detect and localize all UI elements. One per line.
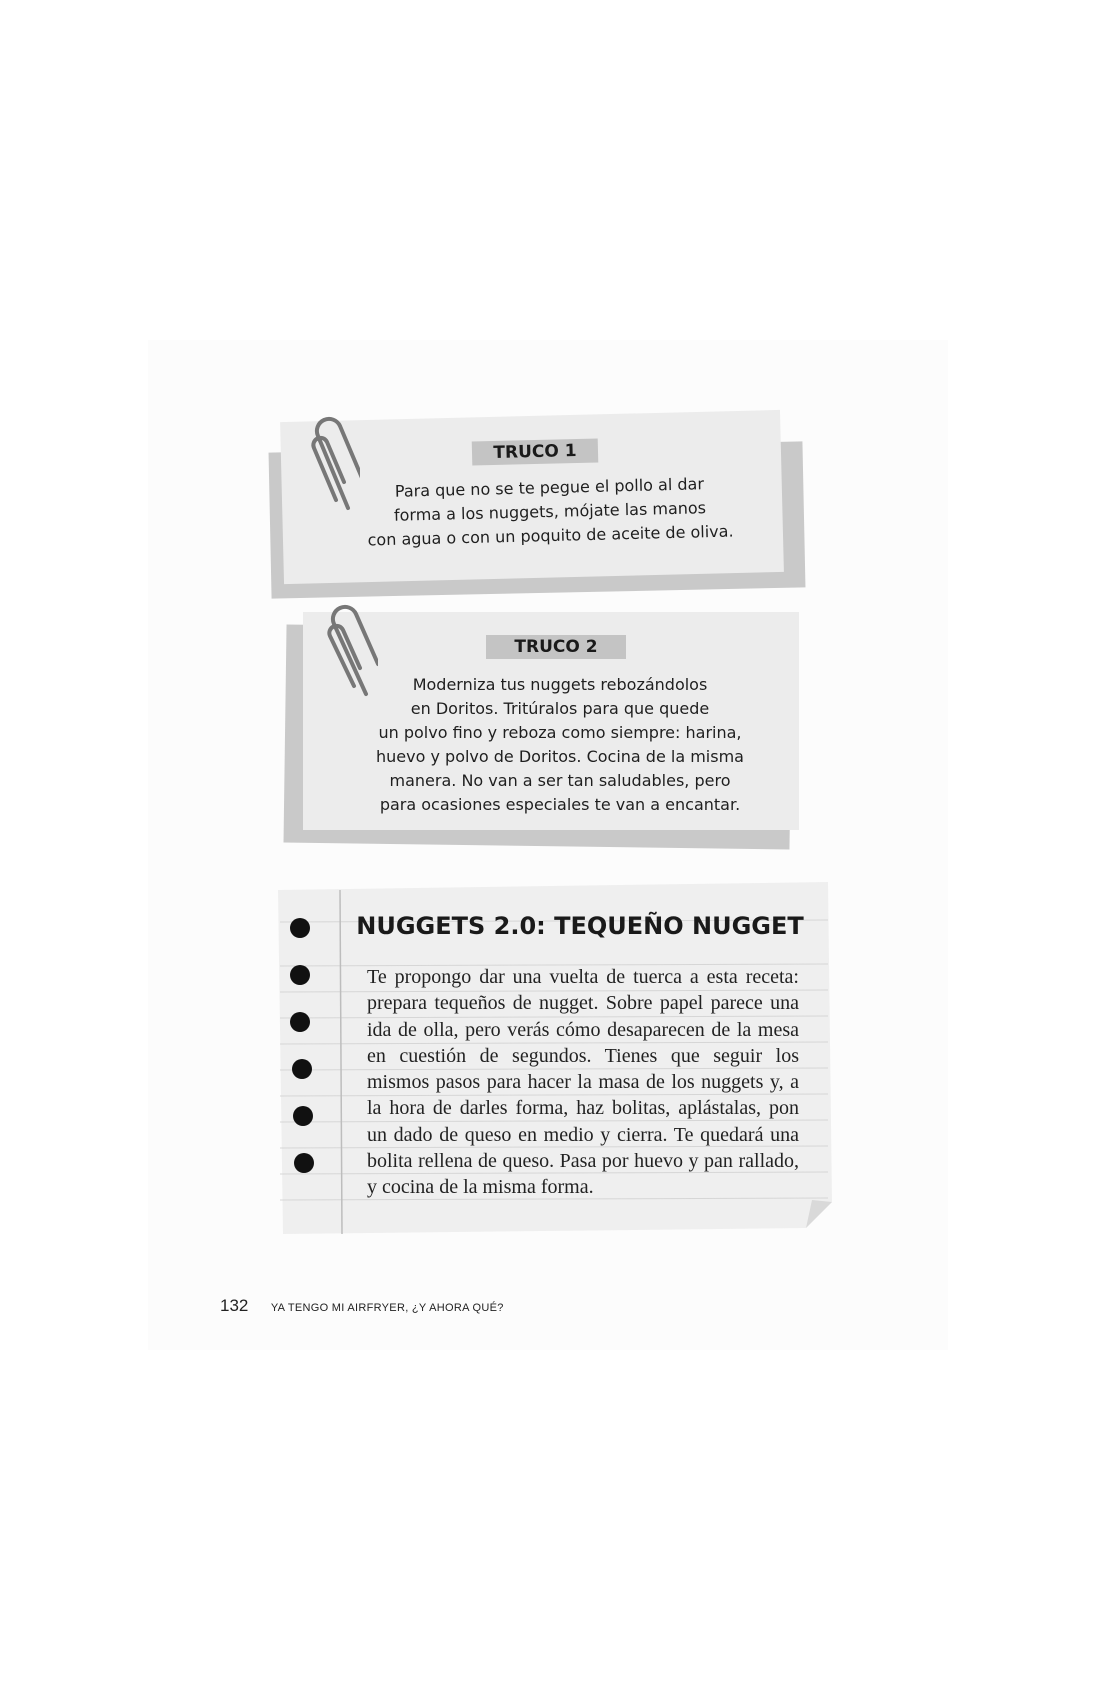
binder-hole [290, 918, 310, 938]
truco-2-text: Moderniza tus nuggets rebozándolos en Doritos. Tritúralos para que quede un polvo fino y reboza como siempre: harina, huevo y polvo de Doritos. Cocina de la misma manera. No van a ser tan saludables, pero para ocasiones especiales te van a encantar. [376, 675, 744, 814]
page-number: 132 [220, 1296, 249, 1315]
paperclip-icon [300, 408, 360, 518]
truco-2-label: TRUCO 2 [486, 635, 626, 659]
binder-hole [290, 1012, 310, 1032]
binder-hole [293, 1106, 313, 1126]
binder-hole [294, 1153, 314, 1173]
paperclip-icon [318, 598, 378, 708]
recipe-title: NUGGETS 2.0: TEQUEÑO NUGGET [356, 912, 804, 940]
truco-1-label: TRUCO 1 [472, 438, 599, 465]
recipe-body: Te propongo dar una vuelta de tuerca a esta receta: prepara tequeños de nugget. Sobre papel parece una ida de olla, pero verás cómo desaparecen de la mesa en cuestión de segundos. Tienes que seguir los mismos pasos para hacer la masa de los nuggets y, a la hora de darles forma, haz bolitas, aplástalas, pon un dado de queso en medio y cierra. Te quedará una bolita rellena de queso. Pasa por huevo y pan rallado, y cocina de la misma forma. [367, 966, 799, 1199]
page-footer [220, 1296, 504, 1316]
truco-1-text: Para que no se te pegue el pollo al dar forma a los nuggets, mójate las manos con agua o con un poquito de aceite de oliva. [367, 474, 734, 550]
binder-hole [290, 965, 310, 985]
running-title: YA TENGO MI AIRFRYER, ¿Y AHORA QUÉ? [270, 1302, 504, 1314]
binder-hole [292, 1059, 312, 1079]
